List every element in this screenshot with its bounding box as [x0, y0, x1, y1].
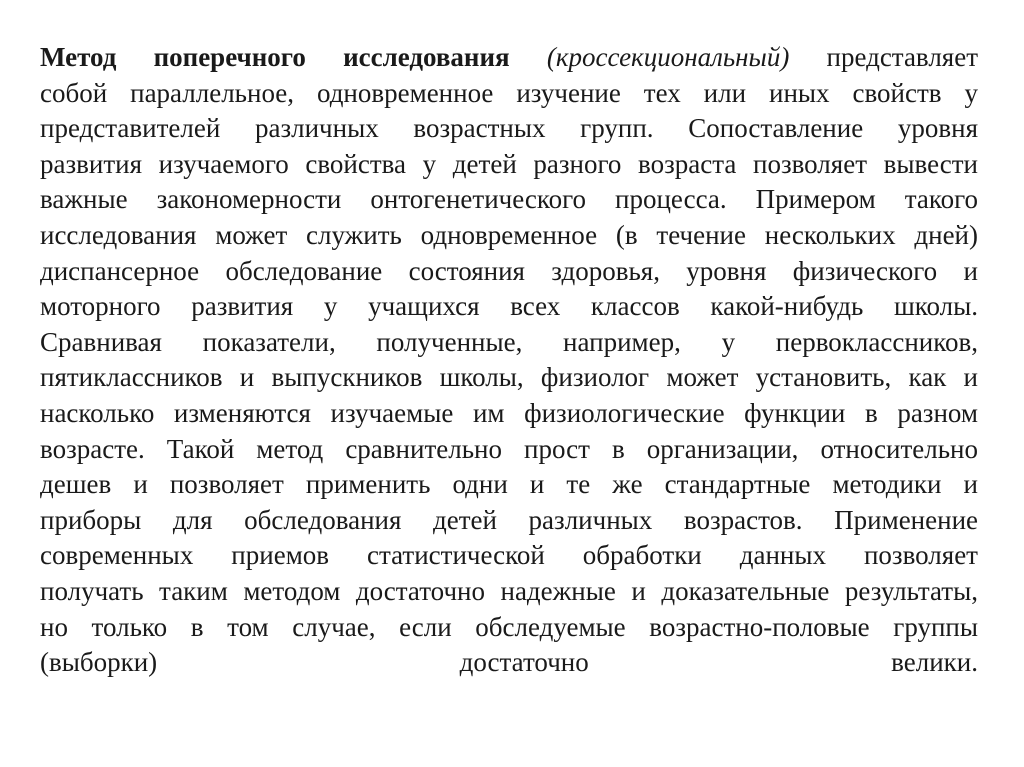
text-line: важные закономерности онтогенетического процесса. Примером такого: [40, 184, 978, 215]
text-line-1-rest: представляет: [789, 42, 978, 72]
text-line: современных приемов статистической обработки данных позволяет: [40, 540, 978, 571]
text-line: пятиклассников и выпускников школы, физиолог может установить, как и: [40, 362, 978, 393]
method-term-note: (кроссекциональный): [546, 42, 790, 72]
text-line: развития изучаемого свойства у детей разного возраста позволяет вывести: [40, 148, 978, 179]
document-body: [40, 40, 978, 681]
text-line: моторного развития у учащихся всех классов какой-нибудь школы.: [40, 291, 978, 322]
text-line: (выборки) достаточно велики.: [40, 647, 978, 678]
text-line: возрасте. Такой метод сравнительно прост в организации, относительно: [40, 433, 978, 464]
text-line: дешев и позволяет применить одни и те же стандартные методики и: [40, 469, 978, 500]
text-line-1: [40, 40, 978, 76]
text-line: приборы для обследования детей различных возрастов. Применение: [40, 504, 978, 535]
text-line: но только в том случае, если обследуемые возрастно-половые группы: [40, 611, 978, 642]
text-line: Сравнивая показатели, полученные, например, у первоклассников,: [40, 326, 978, 357]
text-line: получать таким методом достаточно надежные и доказательные результаты,: [40, 575, 978, 606]
text-line: представителей различных возрастных групп. Сопоставление уровня: [40, 113, 978, 144]
method-term: Метод поперечного исследования: [40, 42, 510, 72]
text-line: диспансерное обследование состояния здоровья, уровня физического и: [40, 255, 978, 286]
text-line: собой параллельное, одновременное изучение тех или иных свойств у: [40, 77, 978, 108]
text-line: исследования может служить одновременное (в течение нескольких дней): [40, 219, 978, 250]
text-line: насколько изменяются изучаемые им физиологические функции в разном: [40, 397, 978, 428]
